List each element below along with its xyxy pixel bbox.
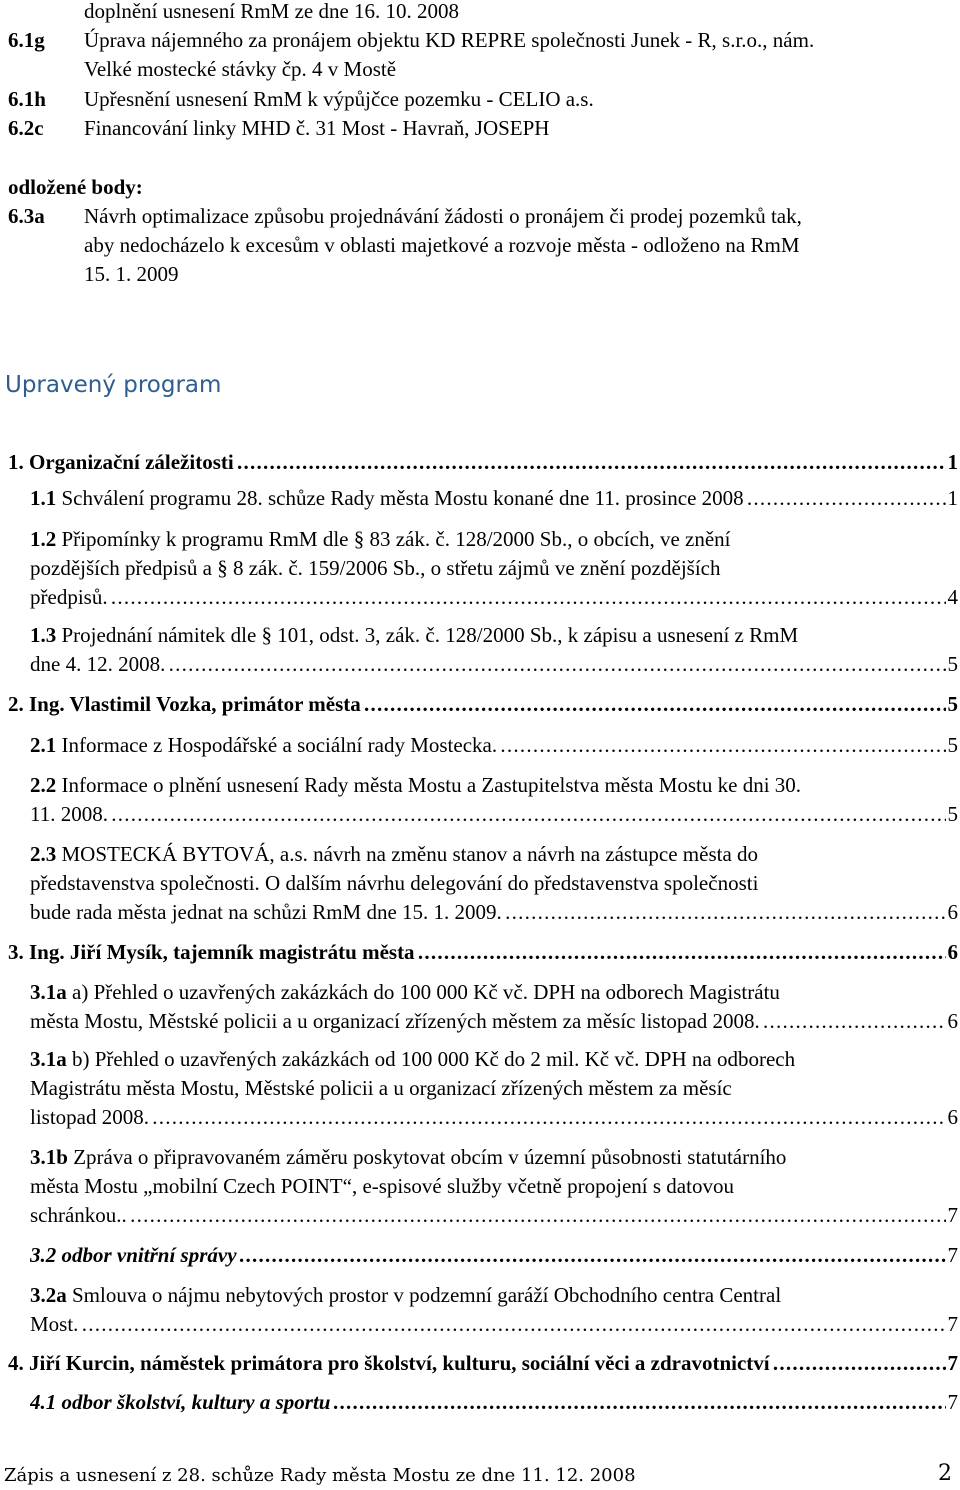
page-number: 5 (947, 733, 958, 757)
toc-entry-4[interactable]: 4. Jiří Kurcin, náměstek primátora pro školství, kulturu, sociální věci a zdravotnictví . . . 7 (8, 1349, 958, 1378)
item-text: Upřesnění usnesení RmM k výpůjčce pozemku - CELIO a.s. (84, 87, 594, 111)
page-number: 1 (947, 486, 958, 510)
page-number: 6 (947, 940, 958, 964)
toc-entry-2-2[interactable]: 2.2 Informace o plnění usnesení Rady města Mostu a Zastupitelstva města Mostu ke dni 30. 11. 2008. . . . 5 (30, 771, 958, 829)
page-number: 6 (947, 900, 958, 924)
page-number: 5 (947, 692, 958, 716)
item-number: 6.3a (8, 204, 45, 228)
page-footer: Zápis a usnesení z 28. schůze Rady města Mostu ze dne 11. 12. 2008 (4, 1465, 636, 1486)
postponed-line-3: 15. 1. 2009 (84, 262, 179, 286)
toc-entry-3[interactable]: 3. Ing. Jiří Mysík, tajemník magistrátu města . . . 6 (8, 938, 958, 967)
page-number: 6 (947, 1105, 958, 1129)
page-number: 5 (947, 802, 958, 826)
page-number: 1 (947, 450, 958, 474)
toc-entry-2[interactable]: 2. Ing. Vlastimil Vozka, primátor města . . . 5 (8, 690, 958, 719)
item-text: Úprava nájemného za pronájem objektu KD REPRE společnosti Junek - R, s.r.o., nám. (84, 28, 815, 52)
page-number: 6 (947, 1009, 958, 1033)
page-number: 7 (947, 1203, 958, 1227)
item-number: 6.1h (8, 87, 46, 111)
toc-entry-3-2[interactable]: 3.2 odbor vnitřní správy . . . 7 (30, 1241, 958, 1270)
toc-entry-1-2[interactable]: 1.2 Připomínky k programu RmM dle § 83 zák. č. 128/2000 Sb., o obcích, ve znění pozdějších předpisů a § 8 zák. č. 159/2006 Sb., o střetu zájmů ve znění pozdějších předpisů. . . . 4 (30, 525, 958, 612)
postponed-line-2: aby nedocházelo k excesům v oblasti majetkové a rozvoje města - odloženo na RmM (84, 233, 800, 257)
postponed-label: odložené body: (8, 175, 143, 199)
item-text: Financování linky MHD č. 31 Most - Havraň, JOSEPH (84, 116, 550, 140)
page-number: 4 (947, 585, 958, 609)
item-number: 6.1g (8, 28, 45, 52)
toc-entry-1[interactable]: 1. Organizační záležitosti . . . 1 (8, 448, 958, 477)
toc-entry-3-1b[interactable]: 3.1b Zpráva o připravovaném záměru poskytovat obcím v územní působnosti statutárního města Mostu „mobilní Czech POINT“, e-spisové služby včetně propojení s datovou schránkou.. . . . 7 (30, 1143, 958, 1230)
toc-entry-1-3[interactable]: 1.3 Projednání námitek dle § 101, odst. 3, zák. č. 128/2000 Sb., k zápisu a usnesení z RmM dne 4. 12. 2008. . . . 5 (30, 621, 958, 679)
page-number: 7 (947, 1351, 958, 1375)
page-number: 7 (947, 1390, 958, 1414)
page-number: 7 (947, 1243, 958, 1267)
toc-entry-4-1[interactable]: 4.1 odbor školství, kultury a sportu . . . 7 (30, 1388, 958, 1417)
page-title: Upravený program (5, 372, 222, 398)
item-number: 6.2c (8, 116, 44, 140)
page-number: 7 (947, 1312, 958, 1336)
footer-page-number: 2 (938, 1461, 952, 1486)
toc-entry-3-1a-a[interactable]: 3.1a a) Přehled o uzavřených zakázkách do 100 000 Kč vč. DPH na odborech Magistrátu města Mostu, Městské policii a u organizací zřízených městem za měsíc listopad 2008. . . . 6 (30, 978, 958, 1036)
page-number: 5 (947, 652, 958, 676)
item-6-1g-cont: Velké mostecké stávky čp. 4 v Mostě (84, 57, 397, 81)
item-continuation: doplnění usnesení RmM ze dne 16. 10. 2008 (84, 0, 460, 23)
toc-entry-3-2a[interactable]: 3.2a Smlouva o nájmu nebytových prostor v podzemní garáží Obchodního centra Central Most. . . . 7 (30, 1281, 958, 1339)
toc-entry-2-3[interactable]: 2.3 MOSTECKÁ BYTOVÁ, a.s. návrh na změnu stanov a návrh na zástupce města do představenstva společnosti. O dalším návrhu delegování do představenstva společnosti bude rada města jednat na schůzi RmM dne 15. 1. 2009. . . . 6 (30, 840, 958, 927)
toc-entry-1-1[interactable]: 1.1 Schválení programu 28. schůze Rady města Mostu konané dne 11. prosince 2008 . . . 1 (30, 484, 958, 513)
toc-entry-3-1a-b[interactable]: 3.1a b) Přehled o uzavřených zakázkách od 100 000 Kč do 2 mil. Kč vč. DPH na odborech Magistrátu města Mostu, Městské policii a u organizací zřízených městem za měsíc listopad 2008. . . . 6 (30, 1045, 958, 1132)
toc-entry-2-1[interactable]: 2.1 Informace z Hospodářské a sociální rady Mostecka. . . . 5 (30, 731, 958, 760)
